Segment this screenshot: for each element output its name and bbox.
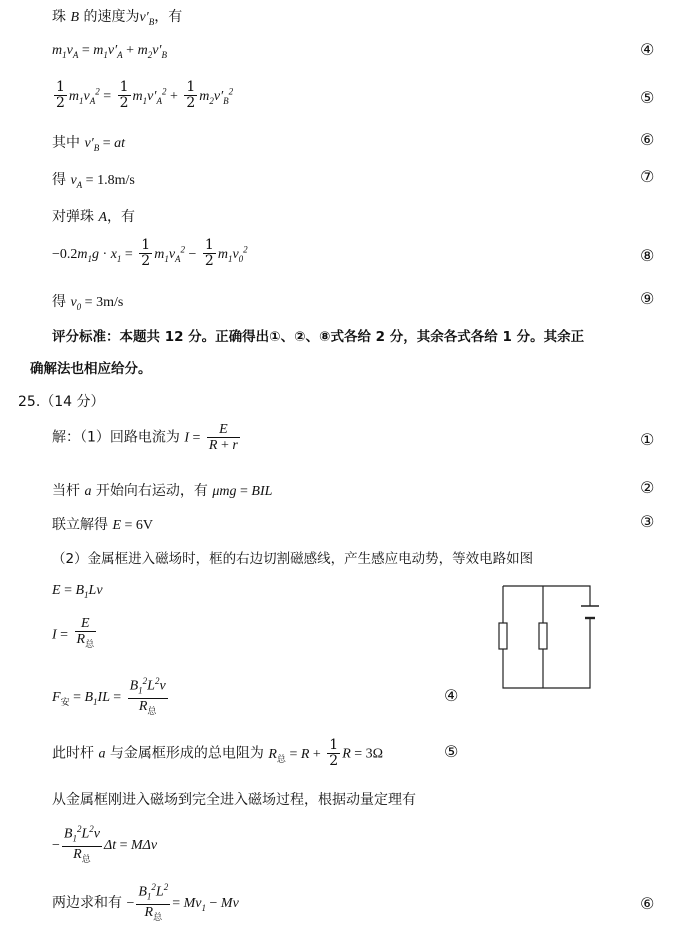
eq-momentum: $m_1v_A = m_1v'_A + m_2v'_B$ — [52, 43, 167, 60]
eq-number: ④ — [640, 40, 655, 59]
grading-standard: 评分标准：本题共 12 分。正确得出①、②、⑧式各给 2 分，其余各式各给 1 分。其余正 — [52, 329, 585, 345]
eq-number: ⑦ — [640, 167, 655, 186]
problem-number: 25.（14 分） — [18, 394, 105, 410]
text: 解：（1）回路电流为 — [52, 429, 180, 446]
eq-number: ② — [640, 478, 655, 497]
line-1: 珠 B 的速度为$v'_B$，有 — [52, 9, 183, 27]
text: 与金属框形成的总电阻为 — [109, 745, 264, 762]
line-14: 联立解得 E = 6V — [52, 517, 154, 533]
text: 两边求和有 — [52, 895, 122, 912]
resistor-1 — [499, 623, 507, 649]
line-8: 得 $v_0 = 3m/s$ — [52, 294, 124, 312]
line-5: 得 $v_A = 1.8m/s$ — [52, 172, 135, 190]
line-12: 解：（1）回路电流为 I = $\frac{E}{R + r}$ — [52, 422, 238, 453]
eq-number: ④ — [444, 686, 459, 705]
circuit-wire — [503, 586, 590, 606]
eq-current: I = $\frac{E}{R_总}$ — [52, 616, 95, 650]
equivalent-circuit-diagram — [495, 578, 605, 693]
text: 开始向右运动，有 — [95, 483, 208, 499]
grading-standard-cont: 确解法也相应给分。 — [30, 361, 152, 377]
line-13: 当杆 a 开始向右运动，有 μmg = BIL — [52, 483, 273, 499]
resistor-2 — [539, 623, 547, 649]
eq-energy: $\frac{1}{2}$ $m_1v_A^2$ = $\frac{1}{2}$ $m_1v'_A^2$ + $\frac{1}{2}$ $m_2v'_B^2$ — [56, 79, 234, 111]
line-22: 两边求和有 − $\frac{B_1^2L^2}{R_总}$ = $Mv_1 - Mv$ — [52, 882, 239, 924]
text: 联立解得 — [52, 517, 108, 533]
line-6: 对弹珠 A，有 — [52, 209, 136, 225]
eq-number: ① — [640, 430, 655, 449]
text: 珠 — [52, 9, 66, 25]
text: 此时杆 — [52, 745, 94, 762]
text: ，有 — [154, 9, 183, 25]
line-20: 从金属框刚进入磁场到完全进入磁场过程，根据动量定理有 — [52, 792, 416, 808]
line-4: 其中 $v'_B$ = at — [52, 135, 126, 153]
text: 的速度为 — [83, 9, 140, 25]
eq-number: ③ — [640, 512, 655, 531]
eq-number: ⑥ — [640, 130, 655, 149]
eq-force: $F_安 = B_1IL$ = $\frac{B_1^2L^2v}{R_总}$ — [52, 676, 166, 718]
eq-number: ⑥ — [640, 894, 655, 913]
text: 其中 — [52, 135, 80, 151]
eq-number: ⑧ — [640, 246, 655, 265]
line-15: （2）金属框进入磁场时，框的右边切割磁感线，产生感应电动势，等效电路如图 — [52, 551, 534, 567]
text: 得 — [52, 294, 66, 310]
eq-impulse: − $\frac{B_1^2L^2v}{R_总}$ Δt = MΔv — [52, 824, 158, 866]
eq-work-energy: $-0.2m_1g \cdot x_1$ = $\frac{1}{2}$ $m_1v_A^2$ − $\frac{1}{2}$ $m_1v_0^2$ — [52, 237, 248, 269]
text: 对弹珠 — [52, 209, 94, 225]
text: 得 — [52, 172, 66, 188]
text: 当杆 — [52, 483, 80, 499]
line-19: 此时杆 a 与金属框形成的总电阻为 $R_总 = R$ + $\frac{1}{2}$ R = 3Ω — [52, 737, 384, 769]
eq-number: ⑤ — [640, 88, 655, 107]
eq-number: ⑤ — [444, 742, 459, 761]
eq-emf: $E = B_1Lv$ — [52, 583, 103, 600]
eq-number: ⑨ — [640, 289, 655, 308]
text: ，有 — [107, 209, 136, 225]
